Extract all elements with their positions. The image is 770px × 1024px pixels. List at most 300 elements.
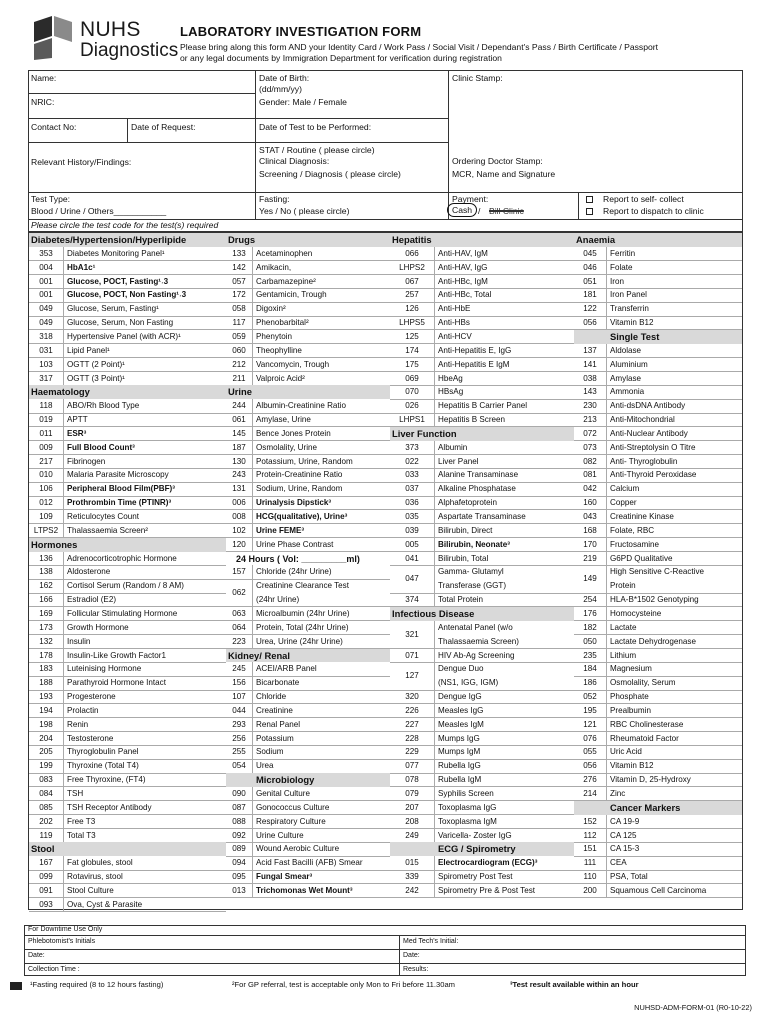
- test-row[interactable]: [390, 621, 574, 649]
- date-request-field[interactable]: Date of Request:: [131, 122, 196, 132]
- gender-field[interactable]: Gender: Male / Female: [259, 97, 347, 107]
- test-row[interactable]: [29, 482, 226, 496]
- test-code[interactable]: 056: [583, 318, 597, 328]
- test-code[interactable]: 071: [405, 650, 419, 660]
- test-row[interactable]: [574, 482, 742, 496]
- test-row[interactable]: [29, 468, 226, 482]
- test-code[interactable]: 214: [583, 789, 597, 798]
- test-code[interactable]: 318: [39, 331, 53, 341]
- test-row[interactable]: [390, 275, 574, 289]
- checkbox-icon[interactable]: [586, 196, 593, 203]
- test-code[interactable]: 142: [232, 262, 246, 272]
- test-row[interactable]: [29, 427, 226, 441]
- test-row[interactable]: [226, 344, 390, 358]
- test-row[interactable]: [390, 330, 574, 344]
- test-code[interactable]: 149: [583, 574, 597, 584]
- test-row[interactable]: [390, 372, 574, 386]
- test-row[interactable]: [226, 829, 390, 843]
- test-row[interactable]: [29, 455, 226, 469]
- test-row[interactable]: [226, 482, 390, 496]
- test-row[interactable]: [390, 441, 574, 455]
- test-code[interactable]: 166: [39, 595, 53, 605]
- test-row[interactable]: [29, 773, 226, 787]
- test-row[interactable]: [226, 732, 390, 746]
- test-code[interactable]: 079: [405, 789, 419, 798]
- test-row[interactable]: [29, 247, 226, 261]
- test-code[interactable]: 137: [583, 345, 597, 355]
- test-row[interactable]: [226, 247, 390, 261]
- test-row[interactable]: [29, 565, 226, 579]
- test-code[interactable]: 255: [232, 747, 246, 757]
- test-row[interactable]: [29, 372, 226, 386]
- test-row[interactable]: [390, 261, 574, 275]
- test-row[interactable]: [574, 524, 742, 538]
- test-code[interactable]: 052: [583, 692, 597, 702]
- test-code[interactable]: 062: [232, 588, 246, 598]
- test-code[interactable]: 063: [232, 608, 246, 618]
- test-code[interactable]: 022: [405, 456, 419, 466]
- test-code[interactable]: 077: [405, 761, 419, 771]
- test-code[interactable]: 204: [39, 733, 53, 743]
- test-code[interactable]: 011: [39, 428, 53, 438]
- test-row[interactable]: [226, 330, 390, 344]
- test-row[interactable]: [574, 455, 742, 469]
- test-row[interactable]: [226, 815, 390, 829]
- test-row[interactable]: [226, 759, 390, 773]
- test-row[interactable]: [574, 773, 742, 787]
- test-row[interactable]: [226, 261, 390, 275]
- test-row[interactable]: [574, 732, 742, 746]
- test-code[interactable]: 041: [405, 553, 419, 563]
- results-field[interactable]: Results:: [403, 966, 429, 973]
- test-row[interactable]: [390, 496, 574, 510]
- test-code[interactable]: 243: [232, 470, 246, 480]
- test-row[interactable]: [226, 801, 390, 815]
- test-code[interactable]: 317: [39, 373, 53, 383]
- test-row[interactable]: [390, 815, 574, 829]
- test-code[interactable]: 009: [39, 442, 53, 452]
- test-row[interactable]: [574, 358, 742, 372]
- test-row[interactable]: [574, 427, 742, 441]
- test-code[interactable]: 043: [583, 512, 597, 521]
- test-code[interactable]: 004: [39, 262, 53, 272]
- test-row[interactable]: [574, 704, 742, 718]
- test-row[interactable]: [29, 399, 226, 413]
- test-code[interactable]: 070: [405, 387, 419, 397]
- test-code[interactable]: 211: [232, 373, 246, 383]
- collection-time-field[interactable]: Collection Time :: [28, 966, 80, 973]
- test-row[interactable]: [29, 649, 226, 663]
- test-row[interactable]: [226, 676, 390, 690]
- test-code[interactable]: 013: [232, 885, 246, 895]
- test-row[interactable]: [390, 829, 574, 843]
- test-code[interactable]: 174: [405, 345, 419, 355]
- name-field[interactable]: Name:: [31, 73, 57, 83]
- test-row[interactable]: [390, 524, 574, 538]
- test-row[interactable]: [29, 829, 226, 843]
- test-row[interactable]: [29, 884, 226, 898]
- test-row[interactable]: [29, 815, 226, 829]
- test-code[interactable]: 172: [232, 290, 246, 300]
- test-code[interactable]: 106: [39, 484, 53, 494]
- test-code[interactable]: 078: [405, 775, 419, 785]
- test-code[interactable]: 182: [583, 622, 597, 632]
- test-code[interactable]: 117: [232, 318, 246, 328]
- test-code[interactable]: 229: [405, 747, 419, 757]
- test-code[interactable]: 066: [405, 248, 419, 258]
- test-row[interactable]: [29, 358, 226, 372]
- test-row[interactable]: [29, 787, 226, 801]
- test-code[interactable]: 087: [232, 802, 246, 812]
- test-row[interactable]: [226, 441, 390, 455]
- test-row[interactable]: [574, 662, 742, 676]
- test-row[interactable]: [574, 399, 742, 413]
- test-row[interactable]: [29, 275, 226, 289]
- test-row[interactable]: [390, 704, 574, 718]
- test-code[interactable]: 001: [39, 276, 53, 286]
- test-code[interactable]: 102: [232, 525, 246, 535]
- test-row[interactable]: [226, 607, 390, 621]
- test-code[interactable]: 162: [39, 581, 53, 591]
- test-code[interactable]: 088: [232, 816, 246, 826]
- test-code[interactable]: 226: [405, 705, 419, 715]
- test-code[interactable]: 044: [232, 705, 246, 715]
- test-row[interactable]: [29, 690, 226, 704]
- test-code[interactable]: 111: [583, 858, 597, 868]
- clinic-stamp-field[interactable]: Clinic Stamp:: [452, 73, 503, 83]
- test-code[interactable]: 060: [232, 345, 246, 355]
- test-row[interactable]: [29, 593, 226, 607]
- test-code[interactable]: LHPS1: [399, 415, 425, 425]
- test-code[interactable]: 169: [39, 608, 53, 618]
- test-row[interactable]: [574, 621, 742, 635]
- test-row[interactable]: [574, 690, 742, 704]
- test-row[interactable]: [226, 787, 390, 801]
- test-code[interactable]: 045: [583, 248, 597, 258]
- test-code[interactable]: 198: [39, 719, 53, 729]
- test-row[interactable]: [574, 288, 742, 302]
- test-row[interactable]: [226, 275, 390, 289]
- test-code[interactable]: 033: [405, 470, 419, 480]
- test-row[interactable]: [29, 801, 226, 815]
- test-code[interactable]: 143: [583, 387, 597, 397]
- test-code[interactable]: 082: [583, 456, 597, 466]
- test-row[interactable]: [29, 496, 226, 510]
- test-code[interactable]: 219: [583, 553, 597, 563]
- test-row[interactable]: [574, 552, 742, 566]
- date-field-2[interactable]: Date:: [403, 952, 420, 959]
- test-row[interactable]: [29, 552, 226, 566]
- test-code[interactable]: 084: [39, 789, 53, 798]
- test-row[interactable]: [574, 261, 742, 275]
- stat-routine-field[interactable]: STAT / Routine ( please circle): [259, 145, 375, 155]
- test-row[interactable]: [226, 372, 390, 386]
- test-code[interactable]: 089: [232, 844, 246, 854]
- test-code[interactable]: 059: [232, 331, 246, 341]
- contact-field[interactable]: Contact No:: [31, 122, 77, 132]
- test-code[interactable]: 339: [405, 872, 419, 882]
- test-row[interactable]: [226, 745, 390, 759]
- test-row[interactable]: [574, 565, 742, 593]
- test-code[interactable]: 184: [583, 664, 597, 674]
- test-row[interactable]: [390, 649, 574, 663]
- test-code[interactable]: 244: [232, 401, 246, 411]
- test-code[interactable]: LHPS5: [399, 318, 425, 328]
- test-code[interactable]: 012: [39, 498, 53, 508]
- test-row[interactable]: [226, 468, 390, 482]
- test-code[interactable]: 130: [232, 456, 246, 466]
- test-row[interactable]: [226, 288, 390, 302]
- test-code[interactable]: 145: [232, 428, 246, 438]
- test-code[interactable]: 122: [583, 304, 597, 314]
- test-code[interactable]: 199: [39, 761, 53, 771]
- test-row[interactable]: [574, 718, 742, 732]
- test-row[interactable]: [226, 565, 390, 579]
- test-code[interactable]: 276: [583, 775, 597, 785]
- test-row[interactable]: [29, 718, 226, 732]
- test-row[interactable]: [29, 261, 226, 275]
- test-code[interactable]: 126: [405, 304, 419, 314]
- test-row[interactable]: [390, 662, 574, 690]
- test-code[interactable]: 151: [583, 844, 597, 854]
- test-row[interactable]: [226, 690, 390, 704]
- test-row[interactable]: [390, 399, 574, 413]
- test-row[interactable]: [390, 413, 574, 427]
- test-code[interactable]: 015: [405, 858, 419, 868]
- test-code[interactable]: 051: [583, 276, 597, 286]
- checkbox-icon[interactable]: [586, 208, 593, 215]
- test-code[interactable]: 076: [583, 733, 597, 743]
- test-code[interactable]: 217: [39, 456, 53, 466]
- test-row[interactable]: [390, 288, 574, 302]
- test-row[interactable]: [29, 330, 226, 344]
- test-row[interactable]: [29, 510, 226, 524]
- test-row[interactable]: [390, 787, 574, 801]
- test-code[interactable]: 061: [232, 415, 246, 425]
- test-code[interactable]: 320: [405, 692, 419, 702]
- ordering-doctor-field[interactable]: Ordering Doctor Stamp:: [452, 156, 543, 166]
- test-row[interactable]: [390, 690, 574, 704]
- test-row[interactable]: [390, 801, 574, 815]
- test-row[interactable]: [390, 718, 574, 732]
- test-code[interactable]: 050: [583, 636, 597, 646]
- test-row[interactable]: [29, 662, 226, 676]
- test-row[interactable]: [29, 316, 226, 330]
- test-row[interactable]: [390, 773, 574, 787]
- test-code[interactable]: 230: [583, 401, 597, 411]
- test-row[interactable]: [574, 593, 742, 607]
- test-code[interactable]: 058: [232, 304, 246, 314]
- test-code[interactable]: 064: [232, 622, 246, 632]
- test-code[interactable]: 119: [39, 830, 53, 840]
- test-row[interactable]: [574, 441, 742, 455]
- test-code[interactable]: 073: [583, 442, 597, 452]
- test-row[interactable]: [226, 842, 390, 856]
- phlebotomist-field[interactable]: Phlebotomist's Initials: [28, 938, 96, 945]
- test-code[interactable]: 081: [583, 470, 597, 480]
- test-row[interactable]: [574, 870, 742, 884]
- test-code[interactable]: 131: [232, 484, 246, 494]
- test-code[interactable]: 127: [405, 671, 419, 681]
- test-row[interactable]: [574, 829, 742, 843]
- test-code[interactable]: 141: [583, 359, 597, 369]
- test-row[interactable]: [390, 884, 574, 898]
- history-field[interactable]: Relevant History/Findings:: [31, 157, 132, 167]
- report-self-option[interactable]: Report to self- collect: [586, 194, 684, 204]
- test-code[interactable]: 118: [39, 401, 53, 411]
- test-code[interactable]: 227: [405, 719, 419, 729]
- test-row[interactable]: [574, 247, 742, 261]
- test-row[interactable]: [29, 621, 226, 635]
- test-code[interactable]: 049: [39, 304, 53, 314]
- test-code[interactable]: 008: [232, 512, 246, 521]
- test-code[interactable]: 095: [232, 872, 246, 882]
- test-row[interactable]: [390, 759, 574, 773]
- test-code[interactable]: 223: [232, 636, 246, 646]
- test-code[interactable]: 110: [583, 872, 597, 882]
- test-code[interactable]: 152: [583, 816, 597, 826]
- test-row[interactable]: [29, 579, 226, 593]
- test-row[interactable]: [29, 302, 226, 316]
- test-row[interactable]: [226, 413, 390, 427]
- test-code[interactable]: 181: [583, 290, 597, 300]
- test-code[interactable]: 186: [583, 678, 597, 688]
- test-code[interactable]: 090: [232, 789, 246, 798]
- test-code[interactable]: 019: [39, 415, 53, 425]
- test-code[interactable]: 125: [405, 331, 419, 341]
- test-row[interactable]: [390, 745, 574, 759]
- test-code[interactable]: 202: [39, 816, 53, 826]
- test-row[interactable]: [390, 732, 574, 746]
- test-code[interactable]: 242: [405, 885, 419, 895]
- test-code[interactable]: 046: [583, 262, 597, 272]
- test-row[interactable]: [574, 635, 742, 649]
- test-row[interactable]: [226, 538, 390, 552]
- test-code[interactable]: 047: [405, 574, 419, 584]
- test-row[interactable]: [574, 884, 742, 898]
- test-row[interactable]: [226, 579, 390, 607]
- test-code[interactable]: 138: [39, 567, 53, 577]
- test-code[interactable]: 293: [232, 719, 246, 729]
- test-code[interactable]: 187: [232, 442, 246, 452]
- test-code[interactable]: 067: [405, 276, 419, 286]
- test-row[interactable]: [574, 856, 742, 870]
- test-code[interactable]: 091: [39, 885, 53, 895]
- test-code[interactable]: 132: [39, 636, 53, 646]
- test-row[interactable]: [574, 468, 742, 482]
- test-code[interactable]: 136: [39, 553, 53, 563]
- test-code[interactable]: 212: [232, 359, 246, 369]
- test-row[interactable]: [574, 275, 742, 289]
- test-row[interactable]: [226, 704, 390, 718]
- date-field-1[interactable]: Date:: [28, 952, 45, 959]
- test-row[interactable]: [29, 745, 226, 759]
- test-code[interactable]: 195: [583, 705, 597, 715]
- test-row[interactable]: [29, 524, 226, 538]
- test-row[interactable]: [226, 399, 390, 413]
- test-row[interactable]: [226, 316, 390, 330]
- test-code[interactable]: LTPS2: [33, 525, 59, 535]
- test-code[interactable]: 353: [39, 248, 53, 258]
- test-row[interactable]: [390, 856, 574, 870]
- test-row[interactable]: [390, 455, 574, 469]
- test-row[interactable]: [226, 870, 390, 884]
- test-code[interactable]: 036: [405, 498, 419, 508]
- fasting-field[interactable]: Yes / No ( please circle): [259, 206, 350, 216]
- test-code[interactable]: 175: [405, 359, 419, 369]
- test-code[interactable]: 178: [39, 650, 53, 660]
- test-row[interactable]: [226, 358, 390, 372]
- test-code[interactable]: 228: [405, 733, 419, 743]
- test-code[interactable]: 006: [232, 498, 246, 508]
- test-code[interactable]: 157: [232, 567, 246, 577]
- test-row[interactable]: [390, 593, 574, 607]
- test-code[interactable]: 256: [232, 733, 246, 743]
- test-code[interactable]: 083: [39, 775, 53, 785]
- test-row[interactable]: [574, 538, 742, 552]
- test-row[interactable]: [574, 316, 742, 330]
- test-code[interactable]: 121: [583, 719, 597, 729]
- test-row[interactable]: [390, 565, 574, 593]
- test-code[interactable]: 069: [405, 373, 419, 383]
- test-row[interactable]: [226, 496, 390, 510]
- test-row[interactable]: [29, 413, 226, 427]
- test-code[interactable]: 031: [39, 345, 53, 355]
- test-code[interactable]: 010: [39, 470, 53, 480]
- test-code[interactable]: LHPS2: [399, 262, 425, 272]
- date-test-field[interactable]: Date of Test to be Performed:: [259, 122, 372, 132]
- test-row[interactable]: [226, 510, 390, 524]
- test-row[interactable]: [390, 385, 574, 399]
- test-code[interactable]: 094: [232, 858, 246, 868]
- test-row[interactable]: [390, 870, 574, 884]
- test-row[interactable]: [574, 815, 742, 829]
- test-code[interactable]: 254: [583, 595, 597, 605]
- test-row[interactable]: [226, 884, 390, 898]
- test-code[interactable]: 055: [583, 747, 597, 757]
- test-code[interactable]: 005: [405, 539, 419, 549]
- test-code[interactable]: 207: [405, 802, 419, 812]
- test-row[interactable]: [574, 385, 742, 399]
- test-row[interactable]: [29, 288, 226, 302]
- test-code[interactable]: 133: [232, 248, 246, 258]
- report-clinic-option[interactable]: Report to dispatch to clinic: [586, 206, 704, 216]
- test-row[interactable]: [574, 787, 742, 801]
- test-row[interactable]: [29, 898, 226, 912]
- test-row[interactable]: [390, 538, 574, 552]
- test-code[interactable]: 321: [405, 629, 419, 639]
- test-row[interactable]: [574, 745, 742, 759]
- test-code[interactable]: 093: [39, 899, 53, 909]
- test-code[interactable]: 035: [405, 512, 419, 521]
- test-row[interactable]: [226, 856, 390, 870]
- test-code[interactable]: 057: [232, 276, 246, 286]
- test-code[interactable]: 039: [405, 525, 419, 535]
- test-code[interactable]: 188: [39, 678, 53, 688]
- test-code[interactable]: 193: [39, 692, 53, 702]
- test-code[interactable]: 038: [583, 373, 597, 383]
- test-code[interactable]: 026: [405, 401, 419, 411]
- bill-clinic-option[interactable]: Bill Clinic: [489, 206, 524, 216]
- test-code[interactable]: 208: [405, 816, 419, 826]
- test-code[interactable]: 200: [583, 885, 597, 895]
- test-code[interactable]: 120: [232, 539, 246, 549]
- test-code[interactable]: 213: [583, 415, 597, 425]
- test-row[interactable]: [390, 316, 574, 330]
- test-row[interactable]: [390, 468, 574, 482]
- test-row[interactable]: [226, 427, 390, 441]
- test-row[interactable]: [29, 635, 226, 649]
